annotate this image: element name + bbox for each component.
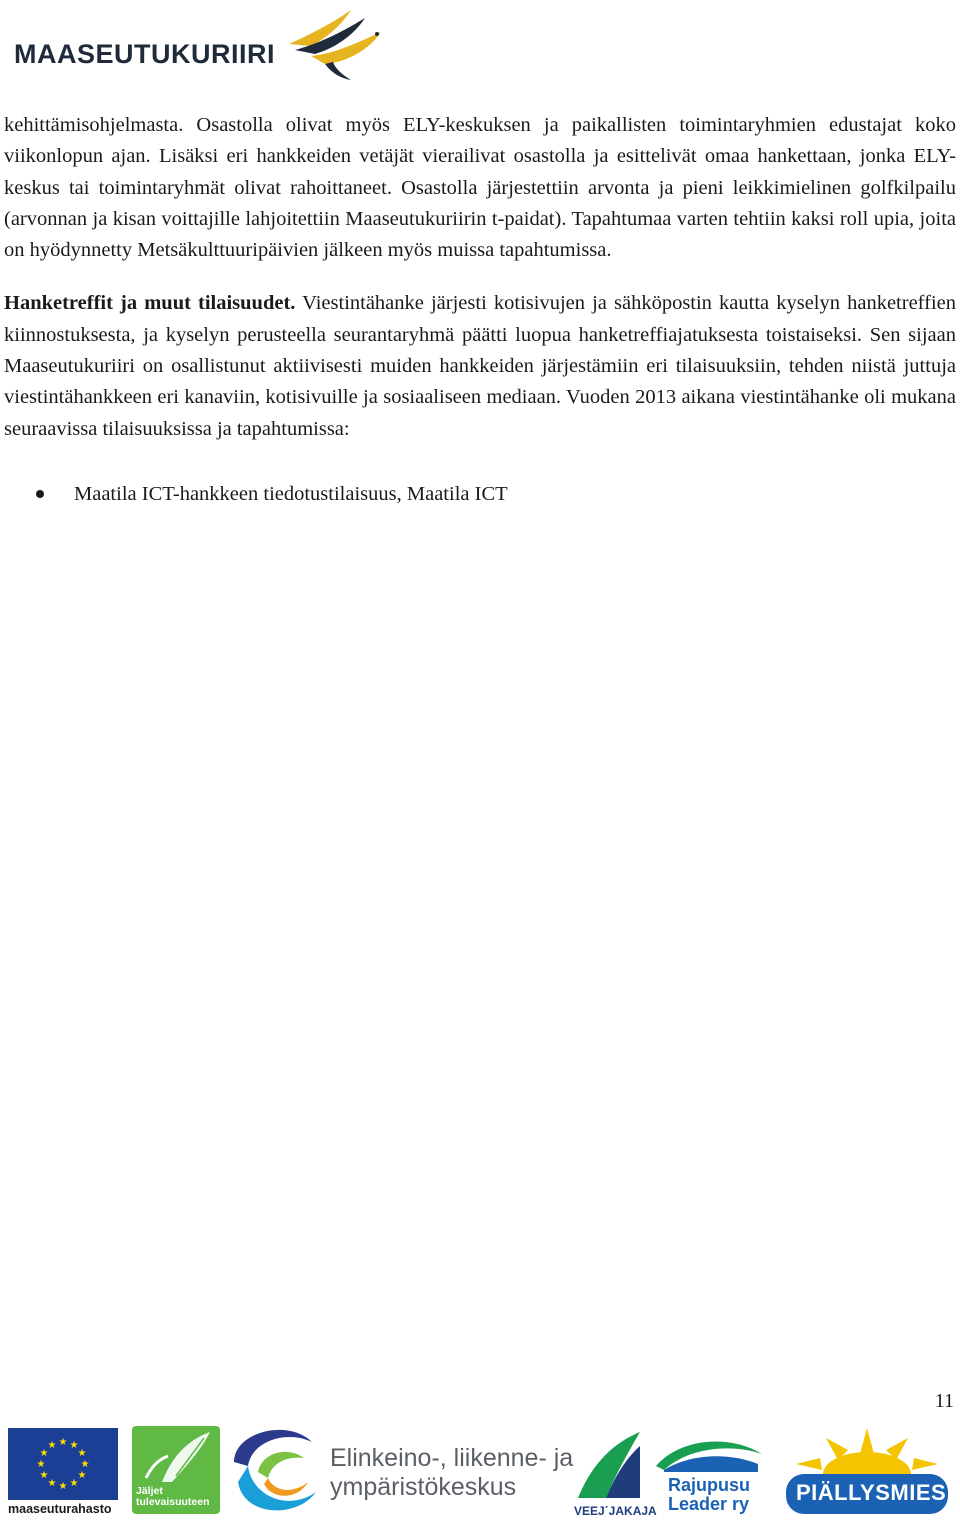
maaseutukuriiri-logo: [14, 4, 391, 84]
svg-text:★: ★: [39, 1448, 49, 1459]
bird-icon: [281, 4, 391, 84]
svg-text:★: ★: [69, 1478, 79, 1489]
rajupusu-text: [668, 1476, 750, 1514]
page-number: 11: [934, 1390, 954, 1412]
eu-logo: [8, 1428, 128, 1520]
sail-icon: [570, 1428, 646, 1504]
eu-caption: maaseuturahasto: [8, 1502, 112, 1516]
eu-flag-icon: [8, 1428, 118, 1500]
document-body: [4, 110, 956, 510]
sun-icon: [778, 1428, 956, 1522]
eu-stars-icon: [8, 1428, 118, 1500]
leaf-icon: [132, 1426, 220, 1486]
piallysmies-logo: [778, 1428, 956, 1522]
footer-logos: [0, 1420, 960, 1525]
paragraph-hanketreffit: [4, 288, 956, 444]
rajupusu-line1: Rajupusu: [668, 1475, 751, 1495]
ely-line2: ympäristökeskus: [330, 1473, 517, 1501]
svg-text:★: ★: [36, 1459, 46, 1470]
svg-text:★: ★: [80, 1459, 90, 1470]
rajupusu-line2: Leader ry: [668, 1494, 750, 1514]
svg-text:★: ★: [77, 1470, 87, 1481]
svg-text:★: ★: [58, 1481, 68, 1492]
list-item: [4, 479, 956, 510]
piallysmies-text: PIÄLLYSMIES: [796, 1480, 947, 1505]
veej-jakaja-logo: [570, 1428, 657, 1520]
jaljet-line1: Jäljet: [136, 1485, 163, 1497]
svg-text:★: ★: [69, 1440, 79, 1451]
svg-text:★: ★: [39, 1470, 49, 1481]
paragraph-metsakulttuuripaivat: kehittämisohjelmasta. Osastolla olivat myös ELY-keskuksen ja paikallisten toimintaryhmien edustajat koko viikonlopun ajan. Lisäksi eri hankkeiden vetäjät vierailivat osastolla ja esittelivät omaa hankettaan, jonka ELY-keskus tai toimintaryhmät olivat rahoittaneet. Osastolla järjestettiin arvonta ja pieni leikkimielinen golfkilpailu (arvonnan ja kisan voittajille lahjoitettiin Maaseutukuriirin t-paidat). Tapahtumaa varten tehtiin kaksi roll upia, joita on hyödynnetty Metsäkulttuuripäivien jälkeen myös muissa tapahtumissa.: [4, 114, 956, 262]
rajupusu-leader-logo: [650, 1430, 768, 1522]
ely-keskus-logo-text: [330, 1444, 573, 1502]
list-item-text: Maatila ICT-hankkeen tiedotustilaisuus, Maatila ICT: [74, 482, 508, 505]
jaljet-text: [136, 1486, 210, 1508]
bullet-icon: [36, 490, 44, 498]
jaljet-tulevaisuuteen-logo: [132, 1426, 220, 1514]
event-list: [4, 479, 956, 510]
svg-text:★: ★: [47, 1478, 57, 1489]
ely-line1: Elinkeino-, liikenne- ja: [330, 1444, 574, 1472]
svg-text:★: ★: [47, 1440, 57, 1451]
jaljet-line2: tulevaisuuteen: [136, 1496, 210, 1508]
veej-text: VEEJ´JAKAJA: [574, 1504, 657, 1518]
paragraph-text: Viestintähanke järjesti kotisivujen ja sähköpostin kautta kyselyn hanketreffien kiinnostuksesta, ja kyselyn perusteella seurantaryhmä päätti luopua hanketreffiajatuksesta toistaiseksi. Sen sijaan Maaseutukuriiri on osallistunut aktiivisesti muiden hankkeiden järjestämiin eri tilaisuuksiin, tehden niistä juttuja viestintähankkeen eri kanaviin, kotisivuille ja sosiaaliseen mediaan. Vuoden 2013 aikana viestintähanke oli mukana seuraavissa tilaisuuksissa ja tapahtumissa:: [4, 292, 957, 440]
ely-emblem-icon: [228, 1422, 324, 1522]
svg-text:★: ★: [77, 1448, 87, 1459]
inline-heading: Hanketreffit ja muut tilaisuudet.: [4, 292, 296, 315]
svg-text:★: ★: [58, 1437, 68, 1448]
maaseutukuriiri-wordmark: MAASEUTUKURIIRI: [14, 38, 275, 69]
wave-icon: [650, 1430, 768, 1474]
